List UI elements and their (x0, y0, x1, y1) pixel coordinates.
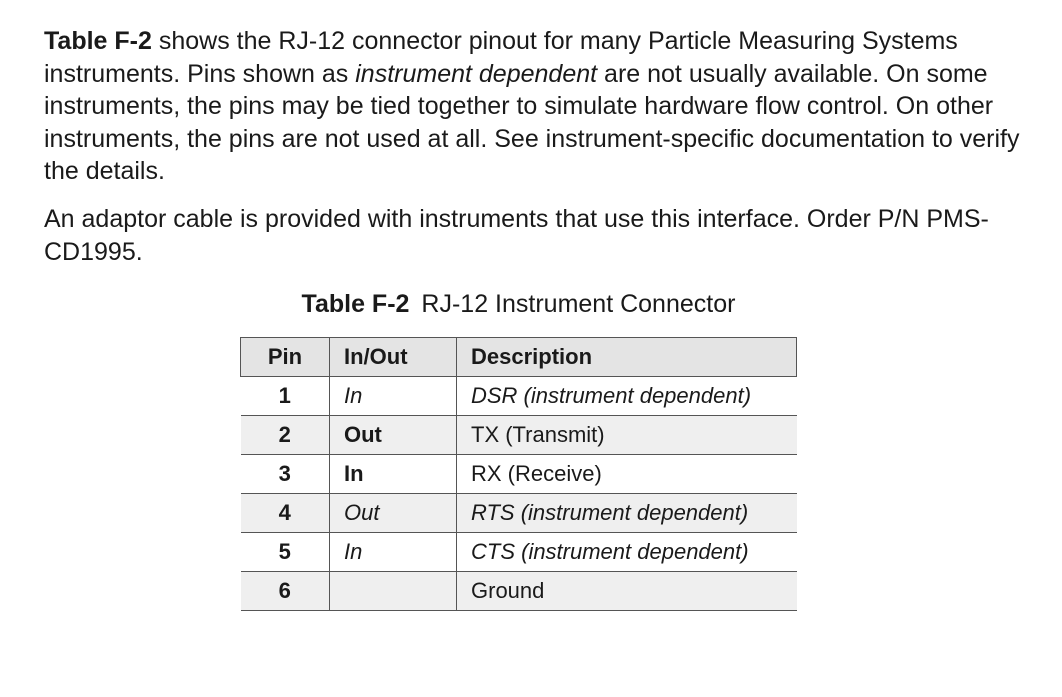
table-body (241, 377, 797, 611)
table-row (241, 455, 797, 494)
header-in-out: In/Out (330, 338, 457, 377)
pinout-table (240, 337, 797, 611)
table-reference: Table F-2 (44, 27, 152, 55)
description-cell: RTS (instrument dependent) (457, 494, 797, 533)
in-out-cell: In (330, 455, 457, 494)
in-out-cell: In (330, 377, 457, 416)
header-description: Description (457, 338, 797, 377)
intro-italic-term: instrument dependent (355, 59, 598, 88)
pin-cell: 2 (241, 416, 330, 455)
table-row (241, 533, 797, 572)
table-header-row (241, 338, 797, 377)
pin-cell: 1 (241, 377, 330, 416)
description-cell: TX (Transmit) (457, 416, 797, 455)
intro-text-b: are not usually available. On some instruments, the pins may be tied together to simulate hardware flow control. On other instruments, the pins are not used at all. See instrument-specific documentation to verify the details. (44, 59, 1020, 185)
pin-cell: 5 (241, 533, 330, 572)
table-row (241, 572, 797, 611)
table-caption-number: Table F-2 (301, 290, 410, 318)
intro-paragraph (44, 25, 1034, 188)
table-caption-title: RJ-12 Instrument Connector (421, 290, 736, 318)
in-out-cell: Out (330, 416, 457, 455)
pin-cell: 6 (241, 572, 330, 611)
adaptor-paragraph: An adaptor cable is provided with instruments that use this interface. Order P/N PMS-CD1995. (44, 205, 989, 266)
description-cell: DSR (instrument dependent) (457, 377, 797, 416)
table-row (241, 494, 797, 533)
table-row (241, 416, 797, 455)
intro-text-a: shows the RJ-12 connector pinout for many Particle Measuring Systems instruments. Pins shown as (44, 27, 958, 88)
pin-cell: 3 (241, 455, 330, 494)
description-cell: CTS (instrument dependent) (457, 533, 797, 572)
in-out-cell: In (330, 533, 457, 572)
pin-cell: 4 (241, 494, 330, 533)
in-out-cell (330, 572, 457, 611)
in-out-cell: Out (330, 494, 457, 533)
table-caption (240, 288, 797, 320)
description-cell: Ground (457, 572, 797, 611)
header-pin: Pin (241, 338, 330, 377)
description-cell: RX (Receive) (457, 455, 797, 494)
table-row (241, 377, 797, 416)
